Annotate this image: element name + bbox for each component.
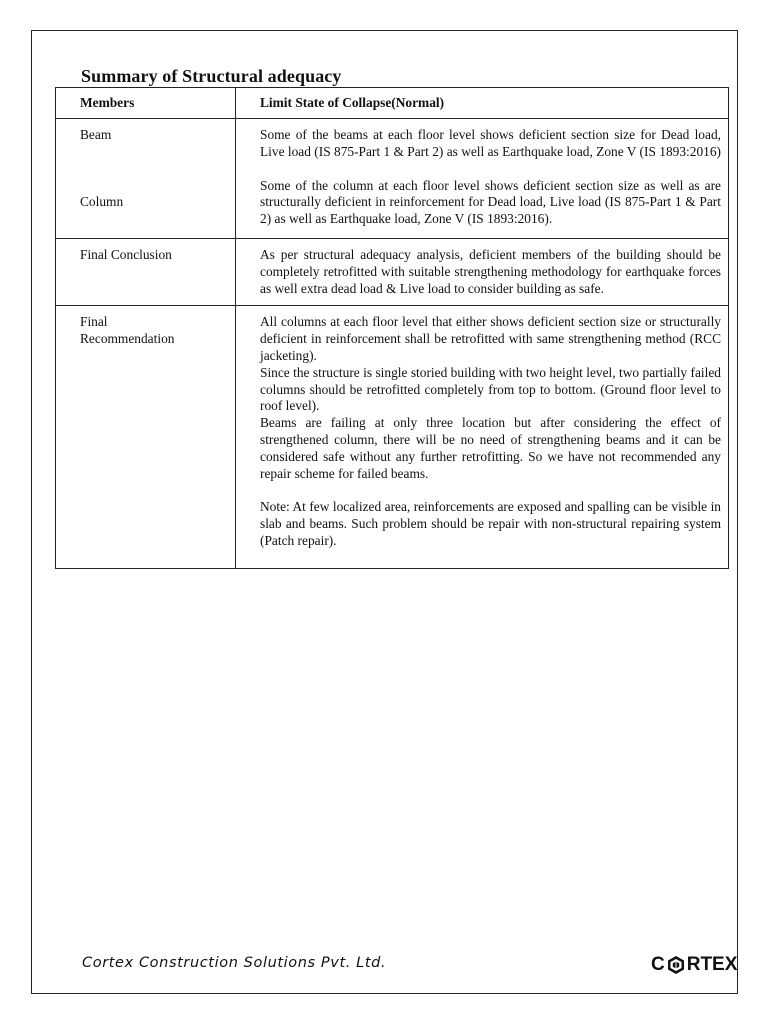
table-header-row	[56, 88, 729, 119]
recommendation-paragraph: Since the structure is single storied building with two height level, two partially failed columns should be retrofitted completely from top to bottom. (Ground floor level to roof level).	[260, 364, 721, 414]
logo-text-left: C	[651, 954, 665, 975]
final-recommendation-label	[56, 306, 236, 569]
cube-icon	[666, 955, 686, 975]
member-beam: Beam	[80, 127, 112, 142]
recommendation-label-line2: Recommendation	[80, 331, 175, 347]
members-description-cell	[236, 119, 729, 239]
footer-company-name: Cortex Construction Solutions Pvt. Ltd.	[82, 955, 387, 971]
members-cell	[56, 119, 236, 239]
final-conclusion-label: Final Conclusion	[56, 238, 236, 305]
recommendation-paragraph: All columns at each floor level that either shows deficient section size or structurally deficient in reinforcement shall be retrofitted with same strengthening method (RCC jacketing).	[260, 314, 721, 363]
recommendation-paragraph: Beams are failing at only three location but after considering the effect of strengthened column, there will be no need of strengthening beams and it can be considered safe without any further retrofitting. So we have not recommended any repair scheme for failed beams.	[260, 415, 721, 481]
table-row	[56, 119, 729, 239]
final-recommendation-text	[236, 306, 729, 569]
table-row	[56, 238, 729, 305]
member-column: Column	[80, 193, 124, 209]
recommendation-note: Note: At few localized area, reinforcements are exposed and spalling can be visible in slab and beams. Such problem should be repair with non-structural repairing system (Patch repair).	[260, 499, 721, 548]
recommendation-label-line1: Final	[80, 314, 108, 330]
beam-description: Some of the beams at each floor level shows deficient section size for Dead load, Live load (IS 875-Part 1 & Part 2) as well as Earthquake load, Zone V (IS 1893:2016)	[260, 127, 722, 159]
header-limit-state: Limit State of Collapse(Normal)	[236, 88, 729, 119]
final-conclusion-text: As per structural adequacy analysis, deficient members of the building should be completely retrofitted with suitable strengthening methodology for earthquake forces as well extra dead load & Live load to consider building as safe.	[236, 238, 729, 305]
cortex-logo	[651, 953, 737, 977]
header-members: Members	[56, 88, 236, 119]
table-row	[56, 306, 729, 569]
column-description: Some of the column at each floor level shows deficient section size as well as are structurally deficient in reinforcement for Dead load, Live load (IS 875-Part 1 & Part 2) as well as Earthquake load, Zone V (IS 1893:2016).	[260, 177, 721, 227]
logo-text-right: RTEX	[686, 954, 738, 975]
summary-table	[55, 87, 729, 569]
page-title: Summary of Structural adequacy	[81, 66, 342, 86]
